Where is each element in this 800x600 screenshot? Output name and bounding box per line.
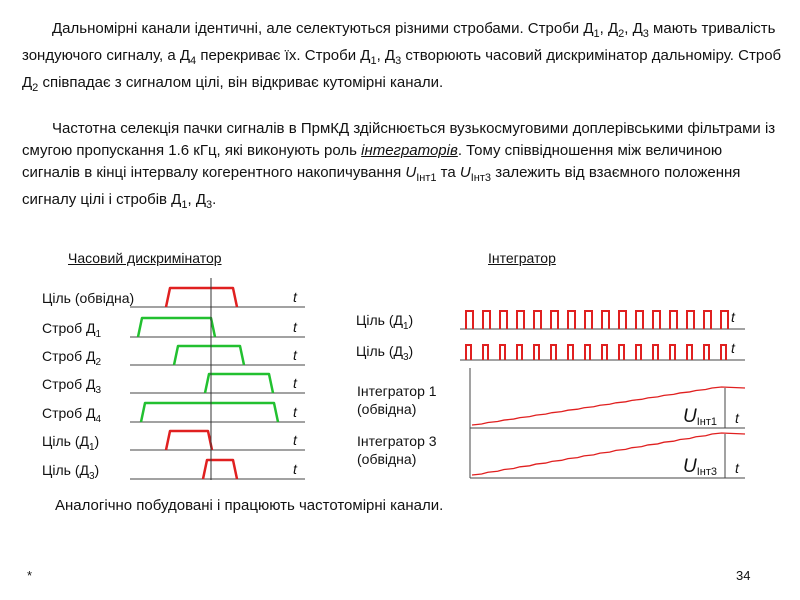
paragraph2-segment: інтеграторів xyxy=(361,142,458,159)
paragraph1-segment: перекриває їх. Строби Д xyxy=(196,47,371,64)
time-axis-label: t xyxy=(735,460,739,476)
paragraph-frequency-selection xyxy=(22,118,782,216)
pulse-mark xyxy=(670,345,675,360)
time-axis-label: t xyxy=(735,410,739,426)
pulse-mark xyxy=(568,311,575,329)
paragraph-range-channels xyxy=(22,18,782,99)
pulse-mark xyxy=(653,345,658,360)
paragraph1-segment: співпадає з сигналом цілі, він відкриває кутомірні канали. xyxy=(38,74,444,91)
left-row-label: Ціль (обвідна) xyxy=(42,290,135,306)
pulse-mark xyxy=(551,311,558,329)
paragraph1-segment: , Д xyxy=(376,47,396,64)
integrator-heading: Інтегратор xyxy=(488,250,556,266)
pulse-mark xyxy=(704,345,709,360)
pulse-mark xyxy=(636,311,643,329)
pulse-mark xyxy=(687,345,692,360)
strobe-pulse xyxy=(174,346,244,365)
pulse-mark xyxy=(670,311,677,329)
strobe-pulse xyxy=(138,318,215,337)
time-axis-label: t xyxy=(293,404,297,420)
left-row-label: Строб $Д_3$ xyxy=(42,376,102,396)
pulse-mark xyxy=(602,345,607,360)
paragraph2-segment: . Тому співвідношення між величиною сигналів в кінці інтервалу когерентного накопичування xyxy=(22,142,723,181)
paragraph2-segment: , Д xyxy=(187,191,206,208)
pulse-mark xyxy=(534,345,539,360)
strobe-pulse xyxy=(141,403,278,422)
integrator-value-label: UІнт1 xyxy=(683,406,718,428)
pulse-mark xyxy=(500,311,507,329)
pulse-mark xyxy=(636,345,641,360)
target-pulse xyxy=(166,288,237,307)
strobe-pulse xyxy=(205,374,273,393)
pulse-mark xyxy=(585,311,592,329)
time-axis-label: t xyxy=(293,347,297,363)
timing-diagram xyxy=(0,270,800,500)
right-row-label: Ціль $(Д_1)$ xyxy=(356,312,414,332)
paragraph1-segment: , Д xyxy=(599,20,619,37)
integrator-label: Інтегратор 3 xyxy=(357,433,437,449)
paragraph1-segment: 1 xyxy=(593,28,600,40)
left-row-label: Строб $Д_1$ xyxy=(42,320,102,340)
pulse-mark xyxy=(466,311,473,329)
bottom-note: Аналогічно побудовані і працюють частотомірні канали. xyxy=(55,497,444,514)
left-row-label: Строб $Д_2$ xyxy=(42,348,102,368)
pulse-mark xyxy=(551,345,556,360)
pulse-mark xyxy=(704,311,711,329)
pulse-mark xyxy=(585,345,590,360)
integrator-value-label: UІнт3 xyxy=(683,456,718,478)
paragraph1-segment: 2 xyxy=(618,28,625,40)
pulse-mark xyxy=(483,345,488,360)
paragraph1-segment: 1 xyxy=(370,55,377,67)
integrator-label: Інтегратор 1 xyxy=(357,383,437,399)
pulse-mark xyxy=(466,345,471,360)
paragraph1-segment: 2 xyxy=(32,82,39,94)
time-axis-label: t xyxy=(731,309,735,325)
right-row-label: Ціль $(Д_3)$ xyxy=(356,343,414,363)
left-row-label: Ціль $(Д_1)$ xyxy=(42,433,100,453)
time-axis-label: t xyxy=(293,319,297,335)
target-pulse xyxy=(203,460,237,479)
time-discriminator-heading: Часовий дискримінатор xyxy=(68,250,222,266)
integrator-sublabel: (обвідна) xyxy=(357,401,417,417)
paragraph2-segment: та xyxy=(436,164,460,181)
paragraph2-segment: Частотна селекція пачки сигналів в ПрмКД здійснюється вузькосмуговими доплерівськими фільтрами із смугою пропускання 1.6 кГц, які виконують роль xyxy=(22,120,776,159)
pulse-mark xyxy=(619,345,624,360)
pulse-mark xyxy=(721,345,726,360)
paragraph1-segment: Дальномірні канали ідентичні, але селектуються різними стробами. Строби Д xyxy=(52,20,594,37)
footer-star: * xyxy=(27,568,33,583)
pulse-mark xyxy=(517,311,524,329)
paragraph2-segment: залежить від взаємного положення сигналу цілі і стробів Д xyxy=(22,164,741,208)
time-axis-label: t xyxy=(731,340,735,356)
pulse-mark xyxy=(500,345,505,360)
left-row-label: Ціль $(Д_3)$ xyxy=(42,462,100,482)
pulse-mark xyxy=(517,345,522,360)
pulse-mark xyxy=(619,311,626,329)
target-pulse xyxy=(166,431,212,450)
paragraph1-segment: мають тривалість зондуючого сигналу, а Д xyxy=(22,20,776,64)
pulse-mark xyxy=(602,311,609,329)
pulse-mark xyxy=(483,311,490,329)
paragraph2-segment: U xyxy=(405,164,417,181)
pulse-mark xyxy=(721,311,728,329)
paragraph1-segment: , Д xyxy=(624,20,643,37)
pulse-mark xyxy=(653,311,660,329)
paragraph2-segment: 3 xyxy=(205,199,213,211)
pulse-mark xyxy=(568,345,573,360)
paragraph1-segment: 3 xyxy=(395,55,402,67)
paragraph2-segment: 1 xyxy=(181,199,188,211)
time-axis-label: t xyxy=(293,375,297,391)
time-axis-label: t xyxy=(293,461,297,477)
paragraph1-segment: 4 xyxy=(190,55,197,67)
paragraph2-segment: U xyxy=(459,164,471,181)
left-row-label: Строб $Д_4$ xyxy=(42,405,102,425)
pulse-mark xyxy=(534,311,541,329)
time-axis-label: t xyxy=(293,289,297,305)
page-number: 34 xyxy=(736,568,751,583)
paragraph2-segment: Інт3 xyxy=(470,172,492,184)
pulse-mark xyxy=(687,311,694,329)
integrator-sublabel: (обвідна) xyxy=(357,451,417,467)
paragraph1-segment: створюють часовий дискримінатор дальноміру. Строб Д xyxy=(22,47,782,91)
paragraph2-segment: Інт1 xyxy=(416,172,437,184)
time-axis-label: t xyxy=(293,432,297,448)
paragraph1-segment: 3 xyxy=(642,28,649,40)
paragraph2-segment: . xyxy=(212,191,217,208)
